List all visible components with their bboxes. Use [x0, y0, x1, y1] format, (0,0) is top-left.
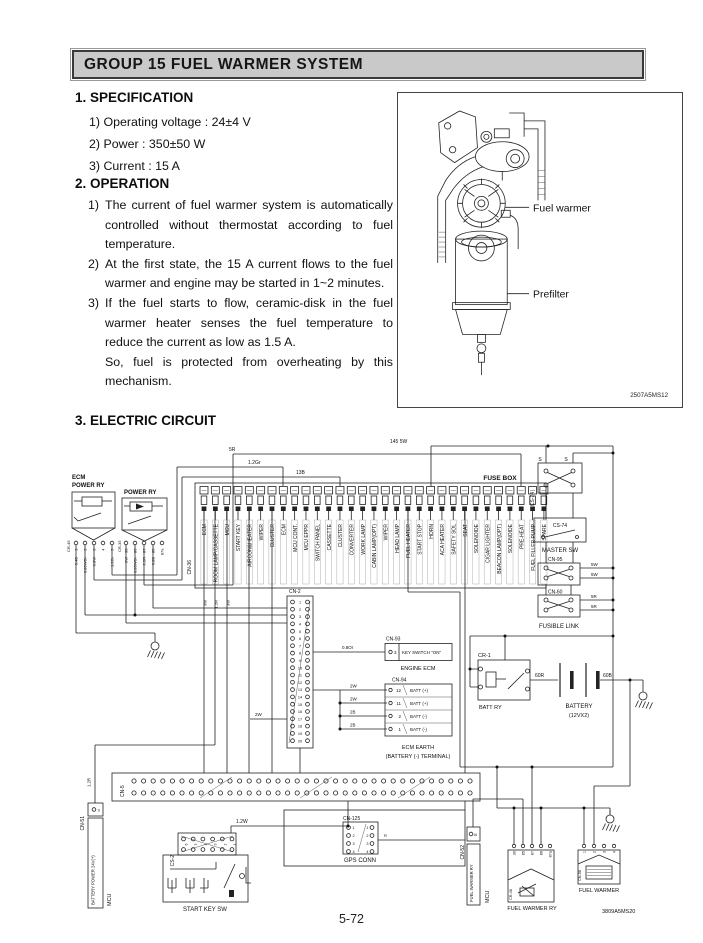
cn51-signal: BATTERY POWER 24V(+): [90, 855, 96, 905]
svg-text:4: 4: [612, 851, 617, 854]
svg-text:87: 87: [141, 548, 147, 553]
fuse-box-title: FUSE BOX: [483, 475, 517, 482]
pin-number: 16: [473, 833, 478, 837]
svg-text:6: 6: [298, 637, 302, 642]
svg-text:0.85WOr: 0.85WOr: [132, 557, 138, 574]
svg-text:SOLENOIDE: SOLENOIDE: [474, 524, 481, 554]
wire-label: 5R: [591, 604, 597, 609]
cn52-signal: FUEL WARMER RY: [469, 864, 474, 902]
power-relay: [117, 490, 167, 573]
batt-ry-label: BATT RY: [479, 705, 502, 711]
svg-text:17: 17: [297, 717, 303, 722]
svg-text:CLUSTER: CLUSTER: [270, 524, 277, 548]
master-sw-label: MASTER SW: [541, 548, 579, 554]
svg-text:85: 85: [150, 548, 156, 553]
electric-circuit-heading: 3. ELECTRIC CIRCUIT: [75, 413, 217, 428]
wire-label: 60B: [603, 673, 612, 679]
operation-section: [75, 176, 393, 392]
wire-tag: 1.2R: [213, 600, 219, 609]
svg-text:1: 1: [233, 843, 237, 846]
ecm-earth-label: ECM EARTH: [401, 745, 435, 751]
svg-text:2: 2: [592, 851, 597, 854]
wire-label: 5W: [591, 562, 598, 567]
connector-id: CS-2: [170, 855, 176, 867]
svg-text:2: 2: [366, 834, 369, 838]
svg-text:20: 20: [297, 739, 303, 744]
svg-text:85: 85: [521, 851, 526, 856]
operation-item: 1) The current of fuel warmer system is automatically controlled without thermostat according to fuel temperature.: [88, 198, 393, 252]
signal-label: KEY SWITCH "ON": [402, 650, 442, 655]
svg-text:MCU: MCU: [224, 524, 231, 536]
svg-text:86: 86: [132, 548, 138, 553]
relay-id: CR-1: [478, 653, 491, 659]
operation-item-cont: So, fuel is protected from overheating by this mechanism.: [105, 354, 393, 389]
svg-text:5: 5: [109, 548, 115, 551]
wire-label: 5R: [591, 594, 597, 599]
ground-symbol: [636, 687, 653, 709]
gps-pins: [347, 826, 374, 854]
svg-text:13: 13: [297, 688, 303, 693]
switch-id: CS-74: [530, 492, 536, 507]
cr46-pins: [512, 844, 552, 857]
operation-heading: 2. OPERATION: [75, 176, 170, 191]
svg-text:BATT (-): BATT (-): [410, 727, 427, 732]
cn51-mcu: [80, 778, 113, 908]
svg-text:2: 2: [352, 834, 355, 838]
svg-text:BEACON LAMP(OPT): BEACON LAMP(OPT): [496, 524, 503, 574]
fusible-link: [538, 542, 613, 630]
svg-text:2: 2: [223, 843, 228, 846]
svg-text:WIPER: WIPER: [258, 524, 265, 541]
relay-name: POWER RY: [72, 483, 105, 489]
svg-text:4: 4: [352, 850, 355, 854]
page-title: GROUP 15 FUEL WARMER SYSTEM: [72, 50, 644, 79]
svg-text:BATT (+): BATT (+): [410, 688, 428, 693]
svg-text:86: 86: [539, 851, 544, 856]
svg-text:3: 3: [602, 851, 607, 854]
connector-id: CN-125: [343, 816, 361, 822]
svg-text:5: 5: [194, 843, 199, 846]
hose-braid-hatch: [439, 171, 545, 257]
svg-text:18: 18: [297, 724, 303, 729]
svg-text:MCU CONT.: MCU CONT.: [292, 524, 299, 552]
figure-code: 2507A5MS12: [630, 391, 669, 399]
wire-label-13b: 13B: [296, 470, 305, 476]
svg-text:87: 87: [530, 851, 535, 856]
wire-tag: 3W: [202, 600, 208, 606]
fusible-link-label: FUSIBLE LINK: [538, 624, 580, 630]
start-key-sw-label: START KEY SW: [183, 907, 227, 913]
operation-item: 3) If the fuel starts to flow, ceramic-disk in the fuel warmer heater senses the fuel temperature to reduce the current as low as 1.5 A.: [88, 295, 393, 350]
relay-name: ECM: [72, 475, 86, 481]
svg-text:0.4B: 0.4B: [73, 557, 79, 566]
svg-text:4: 4: [100, 548, 106, 551]
svg-text:2B: 2B: [350, 722, 356, 728]
svg-text:CONVERTER: CONVERTER: [349, 524, 356, 556]
svg-text:SEAT: SEAT: [462, 524, 469, 537]
svg-text:SAFETY SOL: SAFETY SOL: [451, 524, 458, 555]
svg-text:9: 9: [298, 659, 302, 663]
svg-text:0.8B: 0.8B: [150, 557, 156, 566]
svg-text:5: 5: [298, 629, 302, 634]
pin-number: 3: [394, 650, 397, 655]
svg-text:BATT (+): BATT (+): [410, 701, 428, 706]
battery-label: (12VX2): [568, 713, 590, 719]
svg-text:2.5R: 2.5R: [141, 557, 147, 566]
svg-text:8: 8: [298, 651, 302, 656]
svg-text:87a: 87a: [548, 851, 553, 858]
svg-text:16: 16: [297, 710, 303, 715]
svg-text:1.2Gr: 1.2Gr: [109, 557, 115, 568]
circuit-code: 3809A5MS20: [602, 909, 636, 915]
svg-text:1: 1: [298, 600, 302, 605]
ground-symbol: [603, 810, 620, 832]
cn96-pins: [582, 844, 616, 853]
svg-text:START KEY: START KEY: [236, 524, 243, 552]
svg-text:10: 10: [297, 666, 303, 671]
svg-text:7: 7: [298, 644, 302, 649]
relay-id: CR-46: [509, 889, 513, 900]
spec-item: 3) Current : 15 A: [89, 159, 180, 173]
cn2-pins: [291, 600, 310, 743]
connector-id: CN-94: [392, 677, 407, 684]
cn2-connector: [250, 589, 313, 773]
svg-text:AIRCON&HEATER: AIRCON&HEATER: [247, 524, 254, 567]
svg-text:4: 4: [298, 622, 302, 627]
svg-text:0.8W: 0.8W: [91, 557, 97, 567]
svg-text:3: 3: [213, 843, 218, 846]
svg-text:2: 2: [298, 607, 302, 612]
gps-conn: [284, 801, 465, 866]
specification-section: [75, 90, 375, 177]
svg-text:14: 14: [297, 695, 303, 700]
relay-id: CR-45: [66, 540, 71, 552]
wire-label: 5W: [591, 572, 598, 577]
fuse-box-connector: CN-36: [187, 560, 193, 575]
operation-item: 2) At the first state, the 15 A current flows to the fuel warmer and engine may be started in 1~2 minutes.: [88, 256, 393, 291]
wire-tag: 3W: [225, 600, 231, 606]
svg-text:2B: 2B: [350, 709, 356, 715]
svg-text:BATT (-): BATT (-): [410, 714, 427, 719]
engine-ecm: [313, 637, 452, 673]
fuel-warmer-label: FUEL WARMER: [578, 888, 620, 894]
electric-circuit-diagram: [0, 430, 703, 935]
svg-text:ECM: ECM: [281, 524, 288, 536]
svg-text:1: 1: [73, 548, 79, 551]
connector-id: CN-60: [548, 589, 563, 596]
svg-text:MCU EPPR: MCU EPPR: [304, 524, 311, 551]
svg-text:SOLENOIDE: SOLENOIDE: [508, 524, 515, 554]
svg-text:ACA HEATER: ACA HEATER: [440, 524, 447, 556]
svg-text:2: 2: [398, 714, 401, 719]
svg-text:1: 1: [352, 826, 355, 830]
wire-label: 2W: [255, 712, 262, 717]
wire-label-5r: 5R: [229, 447, 236, 453]
wire-label: 0.8Or: [342, 645, 354, 650]
svg-text:START STOP: START STOP: [417, 524, 424, 555]
key-switch-contacts: [168, 862, 251, 897]
prefilter-body: [453, 231, 511, 375]
svg-text:3: 3: [298, 615, 302, 620]
svg-text:2W: 2W: [350, 696, 357, 702]
connector-id: CN-52: [460, 845, 466, 860]
ecm-earth: [313, 678, 452, 761]
svg-text:12: 12: [395, 688, 401, 693]
master-switch-assembly: [530, 446, 586, 554]
connector-id: CN-96: [578, 870, 582, 881]
connector-id: CN-93: [386, 636, 401, 643]
svg-text:WIPER: WIPER: [383, 524, 390, 541]
gps-conn-label: GPS CONN: [343, 858, 377, 864]
connector-id: CN-95: [548, 557, 563, 563]
wire-label-145-5w: 145 5W: [390, 439, 408, 445]
svg-text:ECM: ECM: [202, 524, 209, 536]
svg-text:2W: 2W: [350, 683, 357, 689]
fuel-warmer-wiring: [497, 680, 630, 844]
svg-text:2W: 2W: [123, 557, 129, 563]
svg-text:11: 11: [396, 701, 401, 706]
svg-text:1: 1: [398, 727, 401, 732]
ground-symbol: [148, 637, 165, 659]
svg-text:FUEL FILLER PUMP: FUEL FILLER PUMP: [530, 524, 537, 571]
svg-text:FUEL HEATER: FUEL HEATER: [406, 524, 413, 558]
mcu-label: MCU: [485, 890, 491, 903]
svg-text:19: 19: [297, 732, 303, 736]
pin-number: 3: [97, 807, 100, 813]
svg-text:15: 15: [297, 702, 303, 707]
wire-label: 1.2R: [86, 778, 92, 787]
fuel-warmer-label: Fuel warmer: [533, 203, 591, 215]
svg-text:0.85WOr: 0.85WOr: [82, 557, 88, 574]
svg-text:6: 6: [184, 843, 189, 846]
svg-text:30: 30: [123, 548, 129, 553]
svg-text:11: 11: [298, 673, 302, 678]
wire-label: 1.2W: [236, 819, 248, 825]
svg-text:SWITCH PANEL: SWITCH PANEL: [315, 524, 322, 562]
connector-id: CN-5: [120, 785, 126, 797]
fuel-warmer-connector: [578, 844, 635, 915]
svg-text:CABIN LAMP(OPT): CABIN LAMP(OPT): [372, 524, 379, 568]
svg-text:WORK LAMP: WORK LAMP: [360, 524, 367, 555]
fuse-box: [187, 475, 548, 588]
fuel-warmer-relay: [507, 844, 557, 912]
svg-text:SPARE: SPARE: [542, 524, 549, 541]
mcu-label: MCU: [107, 893, 113, 906]
svg-text:ROOM LAMP/CASSETTE: ROOM LAMP/CASSETTE: [213, 524, 220, 583]
relay-id: CR-35: [117, 540, 122, 552]
specification-heading: 1. SPECIFICATION: [75, 90, 194, 105]
svg-text:HEAD LAMP: HEAD LAMP: [394, 524, 401, 553]
svg-text:CASSETTE: CASSETTE: [326, 524, 333, 551]
wire-label-12gr: 1.2Gr: [248, 460, 261, 466]
ecm-earth-label: (BATTERY (-) TERMINAL): [385, 754, 451, 760]
spec-item: 1) Operating voltage : 24±4 V: [89, 115, 251, 129]
terminal-s: S: [538, 457, 542, 463]
fuse-columns: [200, 487, 548, 585]
svg-text:87a: 87a: [159, 548, 165, 556]
connector-id: CN-2: [289, 589, 301, 595]
fuel-warmer-ry-label: FUEL WARMER RY: [507, 906, 557, 912]
svg-text:3: 3: [352, 842, 355, 846]
engine-ecm-label: ENGINE ECM: [400, 666, 436, 672]
connector-id: CN-51: [80, 816, 86, 831]
svg-text:1: 1: [366, 826, 369, 830]
svg-text:CLUSTER: CLUSTER: [338, 524, 345, 548]
svg-text:1: 1: [582, 851, 587, 854]
ecm-power-relay: [66, 475, 115, 573]
spec-item: 2) Power : 350±50 W: [89, 137, 206, 151]
relay-name: POWER RY: [124, 490, 157, 496]
wire-label: 60R: [535, 673, 545, 679]
svg-text:4: 4: [366, 850, 369, 854]
ecm-earth-rows: [340, 684, 428, 735]
battery: [530, 663, 653, 719]
cn5-pin-field: [132, 779, 472, 795]
svg-text:30: 30: [512, 851, 517, 856]
terminal-s: S: [564, 457, 568, 463]
svg-text:3: 3: [366, 842, 369, 846]
wire-label: R: [384, 833, 387, 838]
svg-text:12: 12: [297, 680, 303, 685]
battery-label: BATTERY: [565, 704, 593, 710]
fuel-warmer-illustration: [398, 93, 682, 407]
relay-wiring-network: [73, 545, 287, 637]
switch-id: CS-74: [552, 523, 568, 529]
svg-text:PRE-HEAT: PRE-HEAT: [519, 524, 526, 549]
page-number: 5-72: [338, 912, 365, 926]
fuel-warmer-figure: [397, 92, 683, 408]
svg-text:4: 4: [203, 843, 208, 846]
figure-labels: [505, 203, 668, 399]
svg-text:2: 2: [82, 548, 88, 551]
svg-text:HORN: HORN: [428, 524, 435, 539]
svg-text:3: 3: [91, 548, 97, 551]
svg-text:CIGAR LIGHTER: CIGAR LIGHTER: [485, 524, 492, 563]
cn5-connector: [112, 773, 480, 801]
prefilter-label: Prefilter: [533, 289, 569, 301]
